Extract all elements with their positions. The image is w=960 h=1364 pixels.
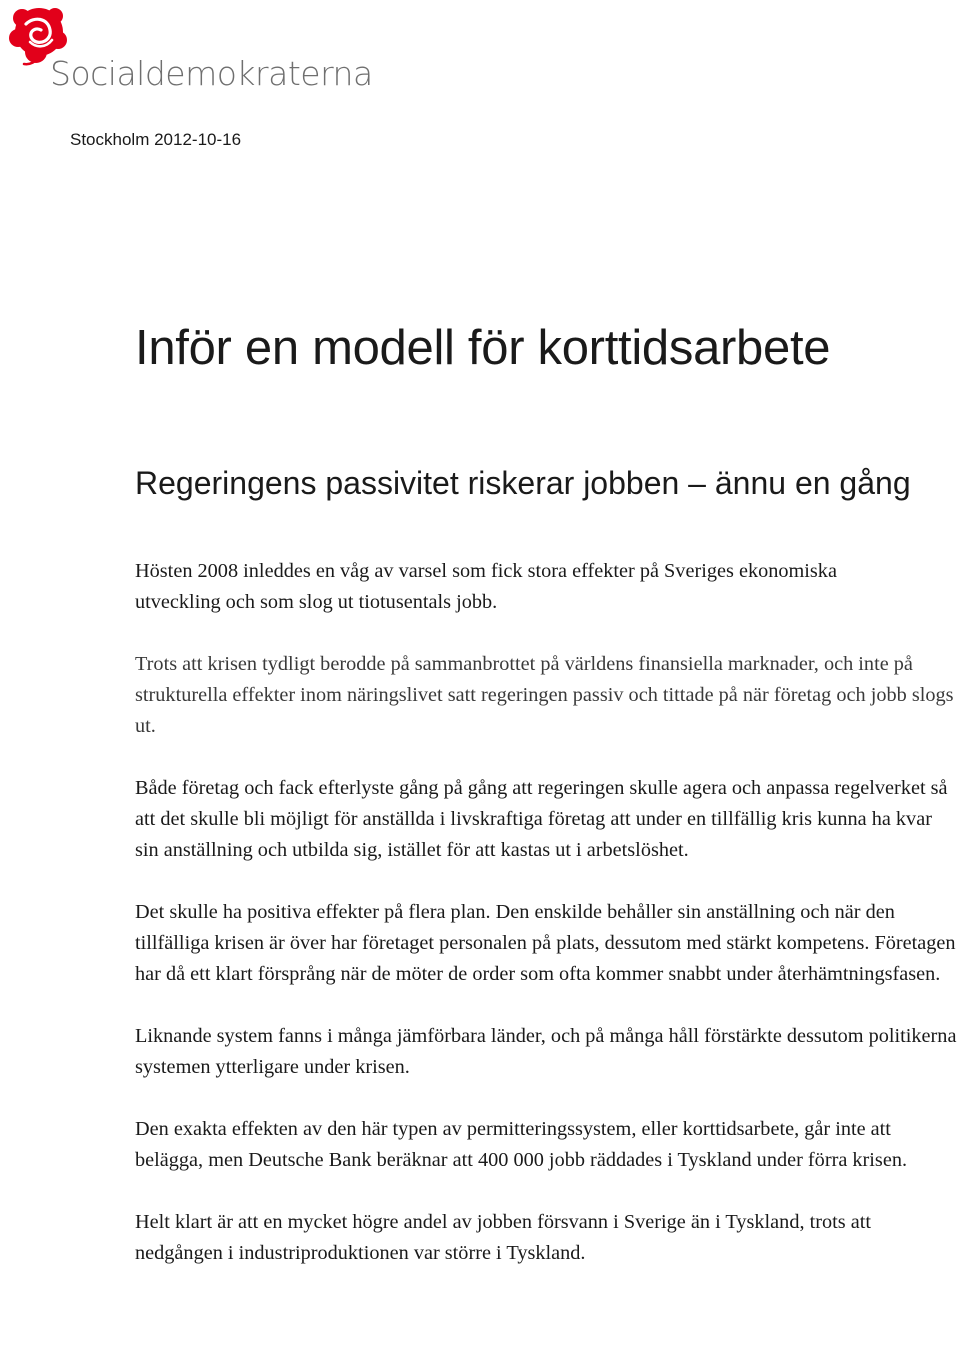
place-date: Stockholm 2012-10-16 xyxy=(70,130,242,149)
paragraph-1: Hösten 2008 inleddes en våg av varsel som fick stora effekter på Sveriges ekonomiska utveckling och som slog ut tiotusentals jobb. xyxy=(135,560,837,613)
organization-name: Socialdemokraterna xyxy=(50,54,373,93)
document-title: Inför en modell för korttidsarbete xyxy=(135,321,831,375)
paragraph-7: Helt klart är att en mycket högre andel av jobben försvann i Sverige än i Tyskland, trots att nedgången i industriproduktionen var större i Tyskland. xyxy=(135,1211,872,1264)
paragraph-4: Det skulle ha positiva effekter på flera plan. Den enskilde behåller sin anställning och när den tillfälliga krisen är över har företaget personalen på plats, dessutom med stärkt kompetens. Företagen har då ett klart försprång när de möter de order som ofta kommer snabbt under återhämtningsfasen. xyxy=(135,901,956,985)
paragraph-6: Den exakta effekten av den här typen av permitteringssystem, eller korttidsarbete, går inte att belägga, men Deutsche Bank beräknar att 400 000 jobb räddades i Tyskland under förra krisen. xyxy=(135,1118,908,1171)
paragraph-5: Liknande system fanns i många jämförbara länder, och på många håll förstärkte dessutom politikerna systemen ytterligare under krisen. xyxy=(135,1025,957,1078)
document-body xyxy=(135,556,957,1300)
document-subtitle: Regeringens passivitet riskerar jobben – ännu en gång xyxy=(135,465,911,501)
paragraph-2: Trots att krisen tydligt berodde på sammanbrottet på världens finansiella marknader, och inte på strukturella effekter inom näringslivet satt regeringen passiv och tittade på när företag och jobb slogs ut. xyxy=(135,653,954,737)
paragraph-3: Både företag och fack efterlyste gång på gång att regeringen skulle agera och anpassa regelverket så att det skulle bli möjligt för anställda i livskraftiga företag att under en tillfällig kris kunna ha kvar sin anställning och utbilda sig, istället för att kastas ut i arbetslöshet. xyxy=(135,777,948,861)
